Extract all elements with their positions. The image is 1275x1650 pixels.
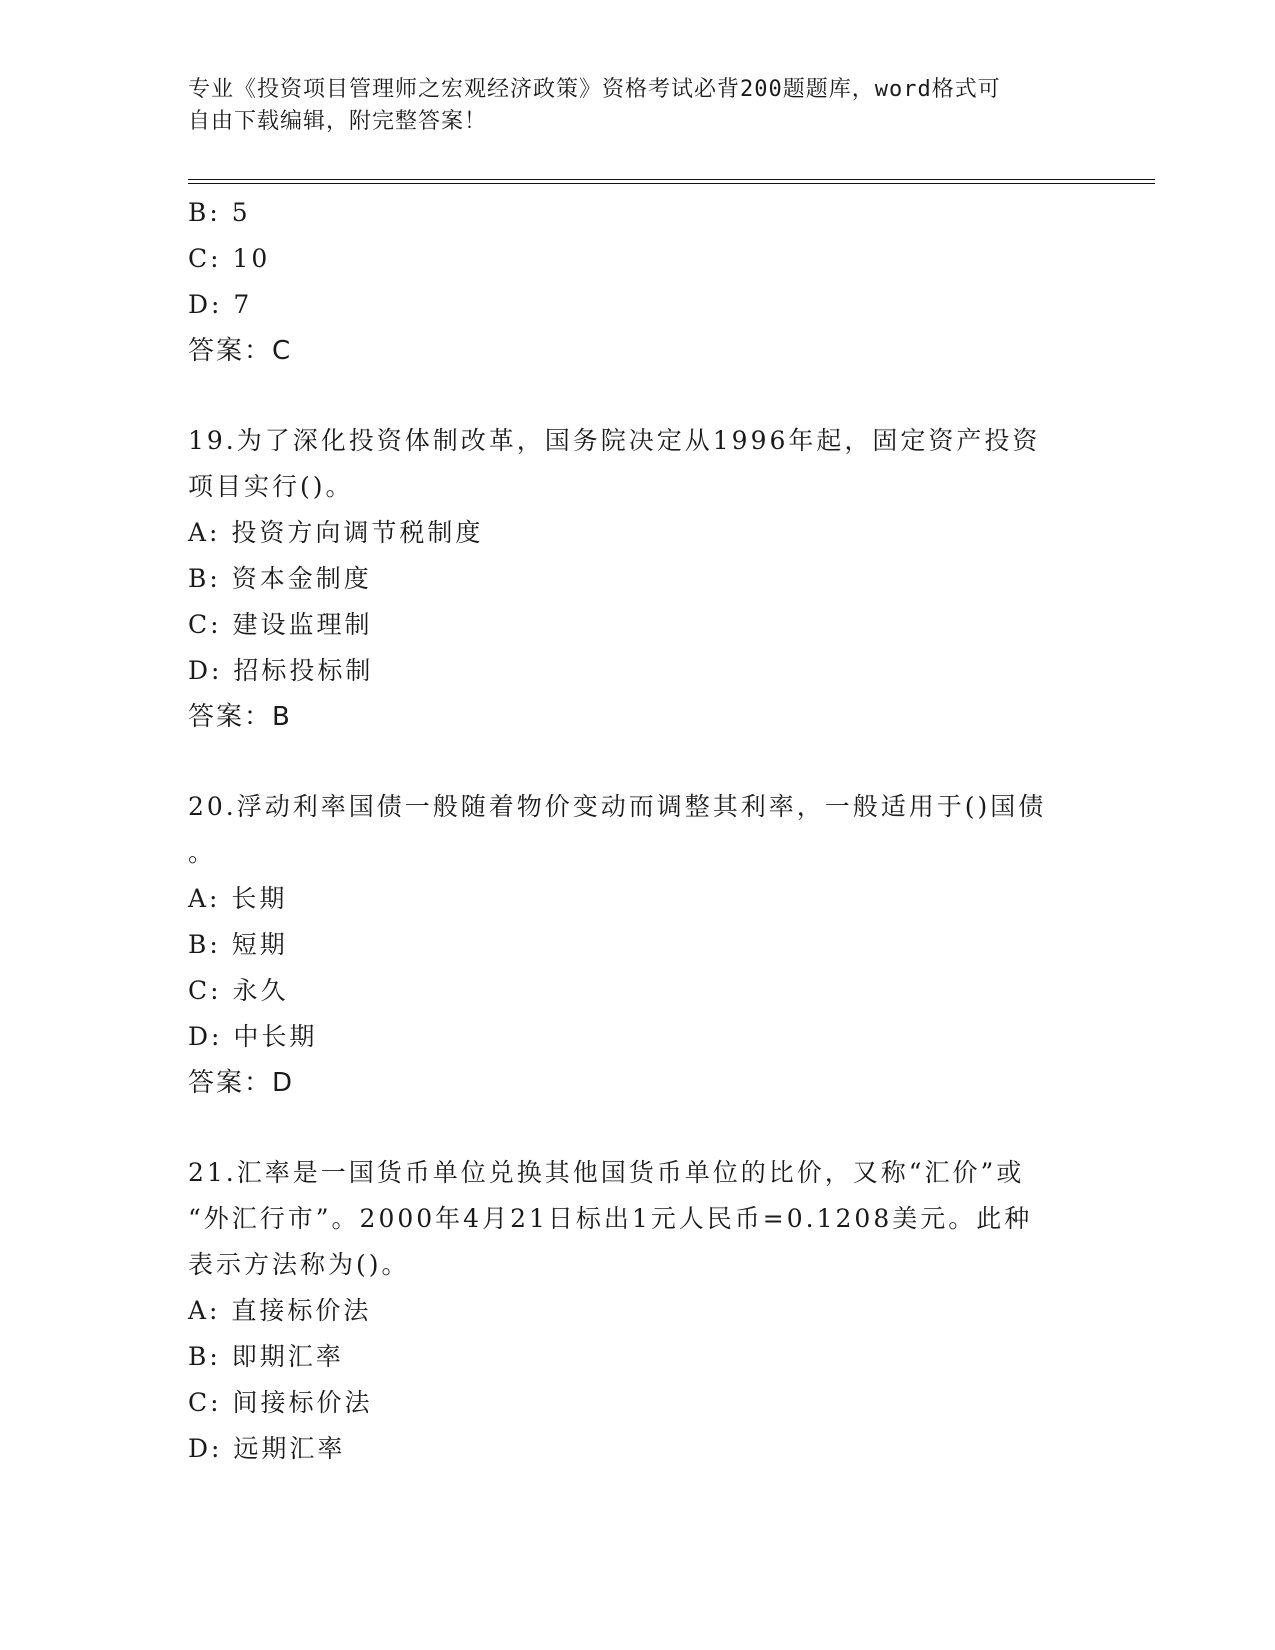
option-d: D: 7: [188, 290, 253, 319]
header-title-line-1: 专业《投资项目管理师之宏观经济政策》资格考试必背200题题库，word格式可: [188, 77, 1001, 102]
option-b: B: 5: [188, 198, 251, 227]
option-a: A: 直接标价法: [188, 1296, 372, 1325]
option-a: A: 投资方向调节税制度: [188, 518, 484, 547]
answer-label: 答案：: [188, 702, 273, 732]
answer-value: B: [272, 702, 291, 732]
question-19: [188, 418, 1088, 740]
option-c: C: 永久: [188, 976, 289, 1005]
answer-label: 答案：: [188, 336, 273, 366]
option-d: D: 招标投标制: [188, 656, 374, 685]
option-d: D: 中长期: [188, 1022, 318, 1051]
answer-label: 答案：: [188, 1068, 273, 1098]
question-stem: [188, 784, 1088, 876]
answer-line: [188, 694, 1088, 740]
question-21: [188, 1150, 1088, 1472]
question-stem: [188, 418, 1088, 510]
document-body: [188, 190, 1088, 1472]
question-stem-line: 21.汇率是一国货币单位兑换其他国货币单位的比价，又称“汇价”或: [188, 1158, 1025, 1187]
question-stem-line: 。: [188, 838, 217, 867]
question-stem-line: 项目实行()。: [188, 472, 354, 501]
header-divider: [188, 179, 1155, 184]
header-title-line-2: 自由下载编辑，附完整答案！: [188, 109, 488, 134]
answer-line: [188, 1060, 1088, 1106]
document-header: [188, 74, 1068, 138]
option-c: C: 建设监理制: [188, 610, 373, 639]
question-stem-line: 表示方法称为()。: [188, 1250, 410, 1279]
option-b: B: 即期汇率: [188, 1342, 344, 1371]
option-b: B: 资本金制度: [188, 564, 372, 593]
option-d: D: 远期汇率: [188, 1434, 346, 1463]
answer-value: C: [272, 336, 292, 366]
answer-line: [188, 328, 1088, 374]
option-c: C: 10: [188, 244, 271, 273]
prev-question-block: [188, 190, 1088, 374]
question-stem-line: 19.为了深化投资体制改革，国务院决定从1996年起，固定资产投资: [188, 426, 1041, 455]
question-stem-line: “外汇行市”。2000年4月21日标出1元人民币=0.1208美元。此种: [188, 1204, 1033, 1233]
option-b: B: 短期: [188, 930, 288, 959]
question-stem-line: 20.浮动利率国债一般随着物价变动而调整其利率，一般适用于()国债: [188, 792, 1047, 821]
question-stem: [188, 1150, 1088, 1288]
option-a: A: 长期: [188, 884, 288, 913]
option-c: C: 间接标价法: [188, 1388, 373, 1417]
answer-value: D: [272, 1068, 294, 1098]
question-20: [188, 784, 1088, 1106]
